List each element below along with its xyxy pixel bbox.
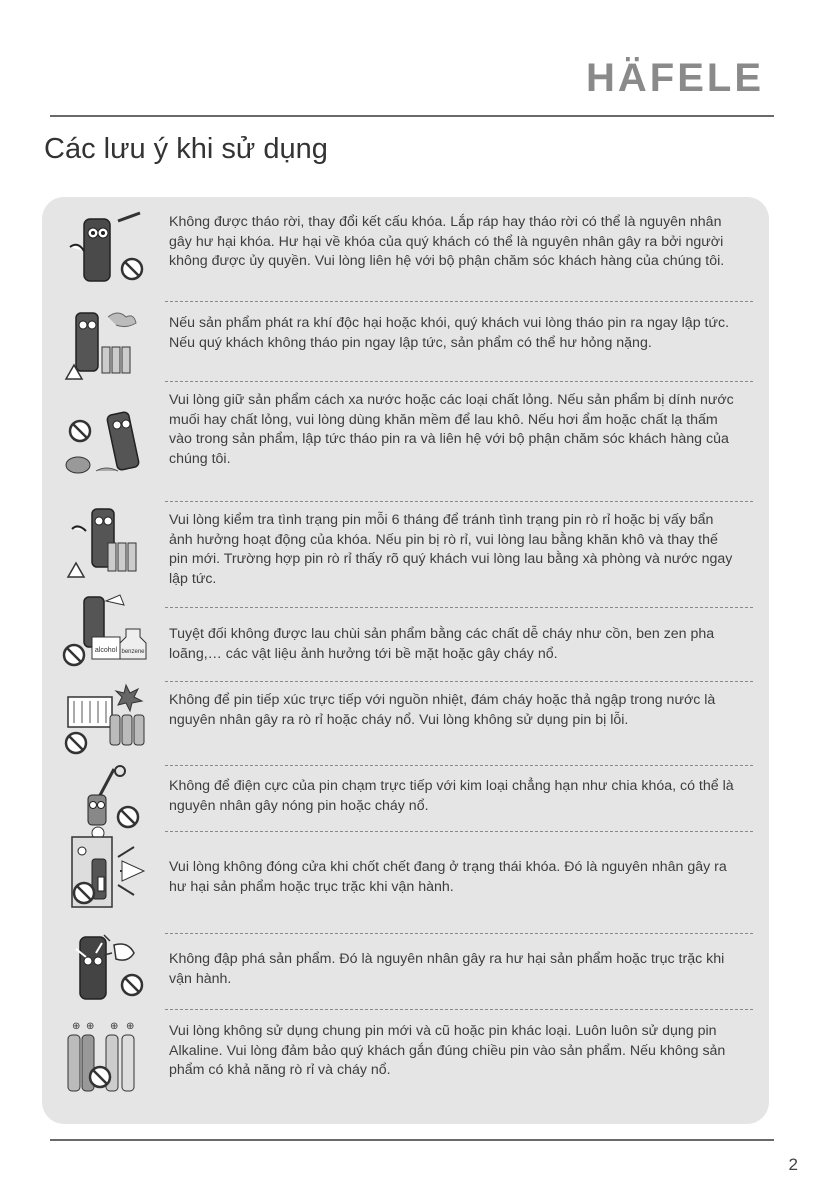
item-separator	[165, 301, 753, 302]
warning-text: Vui lòng giữ sản phẩm cách xa nước hoặc các loại chất lỏng. Nếu sản phẩm bị dính nước muối hay chất lỏng, vui lòng dùng khăn mềm để lau khô. Nếu hơi ẩm hoặc chất lạ thấm vào trong sản phẩm, lập tức tháo pin ra và liên hệ với bộ phận chăm sóc khách hàng của chúng tôi.	[169, 392, 734, 467]
footer-divider	[50, 1139, 774, 1141]
item-separator	[165, 831, 753, 832]
warnings-panel	[42, 197, 769, 1124]
warning-text: Không được tháo rời, thay đổi kết cấu khóa. Lắp ráp hay tháo rời có thể là nguyên nhân gây hư hại khóa. Hư hại về khóa của quý khách có thể là nguyên nhân gây ra bởi người không được ủy quyền. Vui lòng liên hệ với bộ phận chăm sóc khách hàng của chúng tôi.	[169, 214, 725, 269]
page-number: 2	[788, 1155, 798, 1174]
page-title: Các lưu ý khi sử dụng	[44, 133, 328, 165]
item-separator	[165, 607, 753, 608]
svg-text:⊕: ⊕	[126, 1021, 135, 1032]
item-separator	[165, 933, 753, 934]
metal-contact-icon	[62, 765, 152, 843]
warning-text: Nếu sản phẩm phát ra khí độc hại hoặc khói, quý khách vui lòng tháo pin ra ngay lập tức. Nếu quý khách không tháo pin ngay lập tức, sản phẩm có thể hư hỏng nặng.	[169, 315, 730, 351]
svg-text:⊕: ⊕	[110, 1021, 119, 1032]
benzene-label: benzene	[121, 649, 145, 655]
water-liquid-icon	[62, 405, 152, 483]
warning-text: Tuyệt đối không được lau chùi sản phẩm bằng các chất dễ cháy như cồn, ben zen pha loãng,… các vật liệu ảnh hưởng tới bề mặt hoặc gây cháy nổ.	[169, 626, 715, 662]
svg-text:⊕: ⊕	[86, 1021, 95, 1032]
warning-text: Vui lòng kiểm tra tình trạng pin mỗi 6 tháng để tránh tình trạng pin rò rỉ hoặc bị vấy bẩn ảnh hưởng hoạt động của khóa. Nếu pin bị rò rỉ, vui lòng lau bằng khăn khô và thay thế pin mới. Trường hợp pin rò rỉ thấy rõ quý khách vui lòng lau bằng xà phòng và nước ngay lập tức.	[169, 512, 733, 587]
item-separator	[165, 1009, 753, 1010]
item-separator	[165, 681, 753, 682]
impact-warning-icon	[62, 931, 152, 1009]
heat-fire-battery-icon	[62, 681, 152, 759]
header-divider	[50, 115, 774, 117]
flammable-chemicals-icon	[62, 593, 152, 671]
disassemble-warning-icon	[62, 211, 152, 289]
svg-text:⊕: ⊕	[72, 1021, 81, 1032]
warning-text: Không để pin tiếp xúc trực tiếp với nguồn nhiệt, đám cháy hoặc thả ngập trong nước là nguyên nhân gây ra rò rỉ hoặc cháy nổ. Vui lòng không sử dụng pin bị lỗi.	[169, 692, 716, 728]
warning-text: Vui lòng không đóng cửa khi chốt chết đang ở trạng thái khóa. Đó là nguyên nhân gây ra hư hại sản phẩm hoặc trục trặc khi vận hành.	[169, 859, 727, 895]
mixed-batteries-icon	[62, 1019, 152, 1097]
brand-logo: HÄFELE	[586, 56, 764, 100]
warning-text: Không để điện cực của pin chạm trực tiếp với kim loại chẳng hạn như chia khóa, có thể là nguyên nhân gây nóng pin hoặc cháy nổ.	[169, 778, 734, 814]
item-separator	[165, 381, 753, 382]
item-separator	[165, 765, 753, 766]
door-deadbolt-icon	[62, 833, 152, 911]
warning-text: Không đập phá sản phẩm. Đó là nguyên nhân gây ra hư hại sản phẩm hoặc trục trặc khi vận hành.	[169, 951, 725, 987]
warning-text: Vui lòng không sử dụng chung pin mới và cũ hoặc pin khác loại. Luôn luôn sử dụng pin Alkaline. Vui lòng đảm bảo quý khách gắn đúng chiều pin vào sản phẩm. Nếu không sản phẩm có khả năng rò rỉ và cháy nổ.	[169, 1023, 726, 1078]
alcohol-label: alcohol	[94, 647, 118, 654]
item-separator	[165, 501, 753, 502]
smoke-battery-icon	[62, 307, 152, 385]
battery-check-icon	[62, 505, 152, 583]
